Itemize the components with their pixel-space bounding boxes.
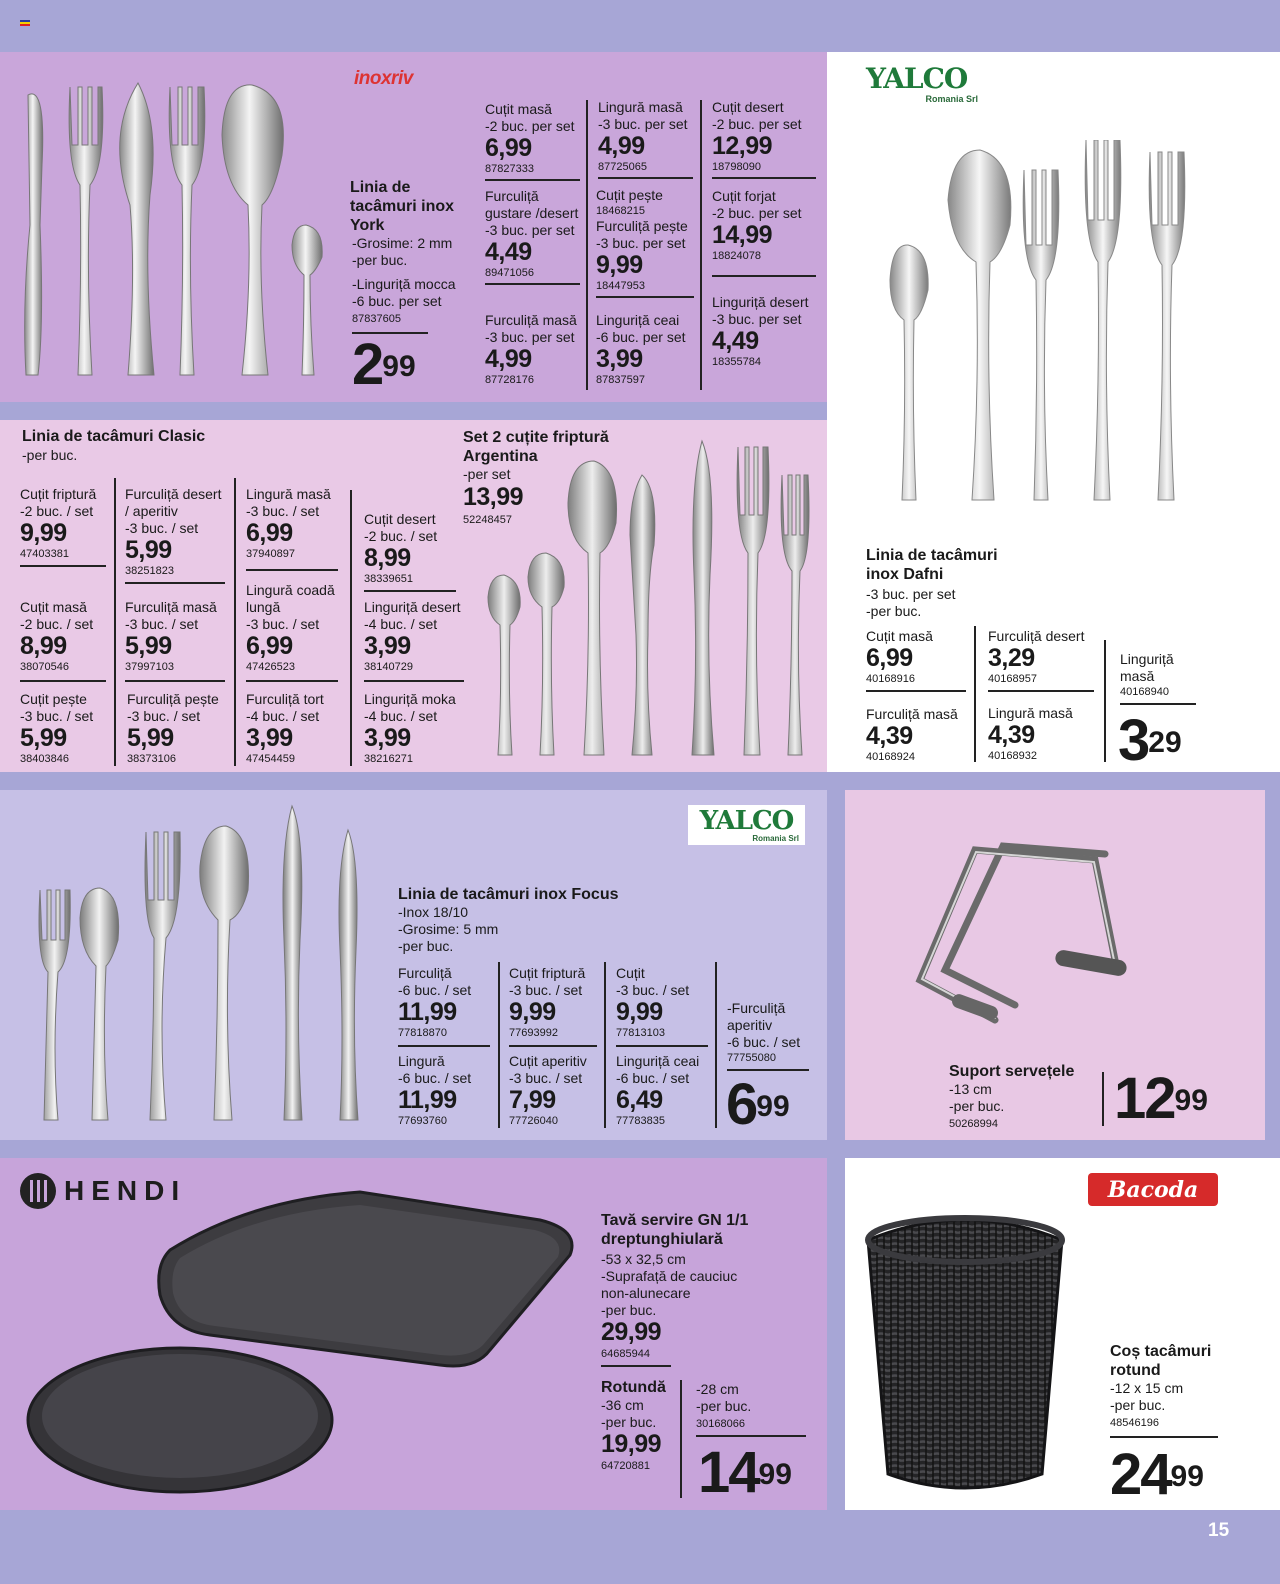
item-code: 38070546: [20, 660, 106, 682]
item-qty: -3 buc. per set: [596, 235, 686, 251]
item-qty: -4 buc. / set: [364, 708, 438, 724]
york-spec: -Grosime: 2 mm: [352, 235, 453, 251]
item-code: 47426523: [246, 660, 338, 682]
tray-round-title: Rotundă: [601, 1379, 666, 1396]
yalco-logo: [866, 64, 986, 104]
item-name: Furculiță gustare /desert: [485, 188, 579, 221]
item-code: 40168940: [1120, 685, 1196, 705]
york-mocca-qty: -6 buc. per set: [352, 293, 442, 309]
tray-price: 29,99: [601, 1318, 662, 1346]
item-price: 3,99: [364, 632, 411, 660]
item-qty: -3 buc. / set: [616, 982, 690, 998]
item-qty: -4 buc. / set: [246, 708, 320, 724]
item-price: 6,99: [485, 134, 532, 162]
item-name: Lingură: [398, 1053, 445, 1069]
clasic-col-line-3: [350, 490, 352, 766]
item-price: 9,99: [596, 251, 643, 279]
item-name: Furculiță pește: [127, 691, 219, 707]
tray-round-code: 64720881: [601, 1460, 650, 1472]
item-code: 77693760: [398, 1115, 447, 1127]
napkin-divider: [1102, 1072, 1104, 1126]
focus-item-lingurita-ceai: [616, 1053, 708, 1128]
york-big-price: $2^{99}$: [352, 332, 416, 397]
inoxriv-logo: inoxriv: [354, 68, 413, 89]
clasic-col-line-2: [234, 478, 236, 766]
argentina-title: Set 2 cuțite friptură Argentina: [463, 429, 609, 465]
item-price: 9,99: [509, 998, 556, 1026]
york-mocca-code: 87837605: [352, 313, 401, 325]
york-item-lingura-masa: [598, 99, 693, 179]
item-name: Cuțit pește: [20, 691, 87, 707]
item-name: Cuțit masă: [20, 599, 87, 615]
item-qty: -3 buc. / set: [125, 616, 199, 632]
dafni-item-furculita-desert: [988, 628, 1094, 692]
clasic-item-furculita-peste: [127, 691, 227, 766]
item-name: Cuțit masă: [485, 101, 552, 117]
clasic-item-lingurita-desert: [364, 599, 464, 682]
item-code: 87827333: [485, 162, 580, 181]
york-item-furculita-masa: [485, 312, 580, 387]
argentina-price: 13,99: [463, 483, 524, 511]
item-price: 9,99: [20, 519, 67, 547]
item-code: 77726040: [509, 1115, 558, 1127]
napkin-title: Suport servețele: [949, 1063, 1075, 1080]
item-name: Furculiță masă: [485, 312, 577, 328]
item-price: 8,99: [364, 544, 411, 572]
tray-divider: [680, 1380, 682, 1498]
item-name: Linguriță moka: [364, 691, 456, 707]
bacoda-logo: [1088, 1173, 1218, 1206]
focus-item-cutit-friptura: [509, 965, 597, 1047]
item-name: Furculiță desert: [988, 628, 1085, 644]
item-code: 77783835: [616, 1115, 665, 1127]
item-code: 40168957: [988, 672, 1094, 692]
item-qty: -6 buc. / set: [616, 1070, 690, 1086]
item-code: 87725065: [598, 160, 693, 179]
clasic-unit: -per buc.: [22, 447, 78, 463]
tray-unit: -per buc.: [601, 1302, 657, 1318]
dafni-item-cutit-masa: [866, 628, 966, 692]
tray-size: -53 x 32,5 cm: [601, 1251, 686, 1267]
york-item-cutit-desert: [712, 99, 816, 179]
item-name: Cuțit desert: [712, 99, 784, 115]
york-item-lingurita-ceai: [596, 312, 694, 387]
clasic-item-cutit-masa: [20, 599, 106, 682]
yalco-logo-text: YALCO: [866, 62, 968, 95]
basket-unit: -per buc.: [1110, 1397, 1166, 1413]
item-name: Linguriță ceai: [616, 1053, 700, 1069]
item-price: 4,39: [866, 722, 913, 750]
dafni-cutlery-illustration: [868, 140, 1208, 510]
item-qty: -3 buc. per set: [712, 311, 802, 327]
item-qty: -6 buc. per set: [596, 329, 686, 345]
york-item-cutit-peste: [596, 187, 694, 298]
item-code: 47454459: [246, 753, 295, 765]
item-code: 38140729: [364, 660, 464, 682]
tray-small-size: -28 cm: [696, 1381, 739, 1397]
focus-item-cutit-aperitiv: [509, 1053, 597, 1128]
item-qty: -3 buc. per set: [598, 116, 688, 132]
clasic-item-lingurita-moka: [364, 691, 456, 766]
item-code: 18447953: [596, 279, 694, 298]
item-name: Cuțit friptură: [20, 486, 97, 502]
tray-code: 64685944: [601, 1347, 671, 1367]
trays-illustration: [20, 1180, 590, 1500]
york-mocca-label: -Linguriță mocca: [352, 276, 456, 292]
item-code: 38216271: [364, 753, 413, 765]
item-qty: -3 buc. / set: [246, 616, 320, 632]
item-qty: -3 buc. / set: [20, 708, 94, 724]
clasic-item-furculita-masa: [125, 599, 225, 682]
focus-item-furculita: [398, 965, 490, 1047]
item-qty: -3 buc. per set: [485, 329, 575, 345]
item-price: 4,99: [598, 132, 645, 160]
item-code: 38403846: [20, 753, 69, 765]
napkin-unit: -per buc.: [949, 1098, 1005, 1114]
item-name: Cuțit pește: [596, 187, 663, 203]
argentina-code: 52248457: [463, 514, 512, 526]
dafni-unit: -per buc.: [866, 603, 922, 619]
tray-round-size: -36 cm: [601, 1397, 644, 1413]
focus-cutlery-illustration: [18, 800, 368, 1130]
item-name: Lingură masă: [988, 705, 1073, 721]
page-number: 15: [1208, 1520, 1230, 1541]
item-name: Cuțit forjat: [712, 188, 776, 204]
focus-col-line-2: [604, 962, 606, 1128]
yalco-logo-sub: Romania Srl: [752, 833, 799, 843]
clasic-cutlery-illustration: [470, 435, 820, 765]
focus-spec2: -Grosime: 5 mm: [398, 921, 499, 937]
basket-title: Coș tacâmuri rotund: [1110, 1343, 1212, 1379]
item-price: 4,49: [485, 238, 532, 266]
item-qty: -2 buc. per set: [485, 118, 575, 134]
focus-item-cutit: [616, 965, 708, 1047]
item-qty: -3 buc. / set: [125, 520, 199, 536]
napkin-holder-illustration: [905, 830, 1145, 1030]
flag-icon: [20, 20, 30, 26]
item-name: Furculiță tort: [246, 691, 324, 707]
item-qty: -4 buc. / set: [364, 616, 438, 632]
tray-surface: -Suprafață de cauciuc non-alunecare: [601, 1268, 738, 1301]
clasic-item-cutit-friptura: [20, 486, 106, 567]
item-qty: -2 buc. per set: [712, 116, 802, 132]
item-qty: -3 buc. / set: [127, 708, 201, 724]
item-code: 77755080: [727, 1051, 809, 1071]
item-qty: -3 buc. / set: [509, 1070, 583, 1086]
item-code: 40168924: [866, 751, 915, 763]
focus-spec1: -Inox 18/10: [398, 904, 469, 920]
item-code: 77818870: [398, 1026, 490, 1047]
item-price: 3,99: [596, 345, 643, 373]
item-code: 47403381: [20, 547, 106, 567]
york-item-lingurita-desert: [712, 294, 816, 369]
item-qty: -6 buc. / set: [398, 982, 472, 998]
item-code: 18798090: [712, 160, 816, 179]
item-price: 5,99: [127, 724, 174, 752]
item-price: 5,99: [20, 724, 67, 752]
york-item-furculita-gustare: [485, 188, 580, 285]
item-price: 4,99: [485, 345, 532, 373]
tray-big-price: $14^{99}$: [698, 1440, 792, 1505]
focus-item-lingura: [398, 1053, 490, 1128]
york-item-cutit-forjat: [712, 188, 816, 277]
item-price: 4,39: [988, 721, 1035, 749]
york-title: Linia de tacâmuri inox York: [350, 179, 455, 234]
item-name: Linguriță desert: [712, 294, 809, 310]
item-qty: -6 buc. / set: [398, 1070, 472, 1086]
item-code: 77813103: [616, 1026, 708, 1047]
item-price: 12,99: [712, 132, 773, 160]
item-qty: -2 buc. per set: [712, 205, 802, 221]
tray-round-price: 19,99: [601, 1430, 662, 1458]
clasic-item-furculita-desert: [125, 486, 225, 584]
item-price: 3,29: [988, 644, 1035, 672]
item-code: 18468215: [596, 205, 645, 217]
item-code: 38373106: [127, 753, 176, 765]
focus-col-line-3: [715, 962, 717, 1128]
yalco-logo-focus: [688, 805, 805, 845]
item-code: 89471056: [485, 266, 580, 285]
tray-title: Tavă servire GN 1/1 dreptunghiulară: [601, 1212, 749, 1248]
item-price: 11,99: [398, 998, 457, 1026]
item-qty: -2 buc. / set: [364, 528, 438, 544]
item-code: 18824078: [712, 249, 816, 277]
item-name: Furculiță pește: [596, 218, 688, 234]
item-code: 87837597: [596, 374, 645, 386]
basket-big-price: $24^{99}$: [1110, 1442, 1204, 1507]
item-code: 38339651: [364, 572, 456, 592]
focus-col-line-1: [498, 962, 500, 1128]
item-price: 3,99: [364, 724, 411, 752]
york-cutlery-illustration: [10, 75, 330, 385]
item-price: 14,99: [712, 221, 773, 249]
napkin-code: 50268994: [949, 1118, 998, 1130]
item-qty: -3 buc. / set: [246, 503, 320, 519]
clasic-title: Linia de tacâmuri Clasic: [22, 428, 206, 445]
item-code: 40168916: [866, 672, 966, 692]
item-code: 37940897: [246, 547, 338, 571]
basket-code: 48546196: [1110, 1416, 1218, 1438]
item-name: Furculiță masă: [125, 599, 217, 615]
item-name: Furculiță: [398, 965, 452, 981]
clasic-item-lingura-coada-lunga: [246, 582, 338, 682]
item-name: Furculiță desert / aperitiv: [125, 486, 222, 519]
item-price: 6,99: [866, 644, 913, 672]
york-unit: -per buc.: [352, 252, 408, 268]
napkin-big-price: $12^{99}$: [1114, 1066, 1208, 1131]
clasic-item-cutit-peste: [20, 691, 106, 766]
item-price: 3,99: [246, 724, 293, 752]
item-name: Lingură masă: [598, 99, 683, 115]
hendi-logo-text: HENDI: [64, 1175, 187, 1206]
focus-big-price: $6^{99}$: [726, 1072, 790, 1137]
dafni-col-line-2: [1104, 640, 1106, 762]
item-qty: -6 buc. / set: [727, 1034, 801, 1050]
dafni-item-lingurita-masa: [1120, 651, 1196, 705]
dafni-item-lingura-masa: [988, 705, 1094, 763]
york-col-line-2: [700, 100, 702, 390]
item-qty: -3 buc. / set: [509, 982, 583, 998]
york-col-line-1: [586, 100, 588, 390]
focus-unit: -per buc.: [398, 938, 454, 954]
york-item-cutit-masa: [485, 101, 580, 181]
dafni-title: Linia de tacâmuri inox Dafni: [866, 547, 998, 583]
item-name: Lingură coadă lungă: [246, 582, 335, 615]
item-name: Cuțit aperitiv: [509, 1053, 587, 1069]
item-code: 18355784: [712, 356, 761, 368]
item-price: 5,99: [125, 536, 172, 564]
item-name: Linguriță desert: [364, 599, 461, 615]
clasic-item-cutit-desert: [364, 511, 456, 592]
dafni-col-line-1: [974, 626, 976, 762]
item-price: 5,99: [125, 632, 172, 660]
item-name: Cuțit desert: [364, 511, 436, 527]
item-name: Lingură masă: [246, 486, 331, 502]
argentina-unit: -per set: [463, 466, 511, 482]
item-price: 6,49: [616, 1086, 663, 1114]
item-qty: -2 buc. / set: [20, 616, 94, 632]
item-price: 4,49: [712, 327, 759, 355]
bacoda-logo-text: Bacoda: [1107, 1176, 1199, 1203]
yalco-logo-sub: Romania Srl: [925, 94, 978, 104]
item-code: 37997103: [125, 660, 225, 682]
dafni-item-furculita-masa: [866, 706, 966, 764]
item-code: 77693992: [509, 1026, 597, 1047]
clasic-item-furculita-tort: [246, 691, 338, 766]
item-code: 40168932: [988, 750, 1037, 762]
tray-small-code: 30168066: [696, 1417, 806, 1437]
basket-size: -12 x 15 cm: [1110, 1380, 1184, 1396]
focus-title: Linia de tacâmuri inox Focus: [398, 886, 619, 903]
item-price: 8,99: [20, 632, 67, 660]
item-price: 11,99: [398, 1086, 457, 1114]
yalco-logo-text: YALCO: [699, 805, 794, 836]
item-name: Cuțit: [616, 965, 645, 981]
clasic-col-line-1: [114, 478, 116, 766]
item-price: 9,99: [616, 998, 663, 1026]
item-name: Linguriță ceai: [596, 312, 680, 328]
item-price: 6,99: [246, 519, 293, 547]
item-qty: -2 buc. / set: [20, 503, 94, 519]
napkin-size: -13 cm: [949, 1081, 992, 1097]
item-name: Linguriță masă: [1120, 651, 1174, 684]
dafni-qty: -3 buc. per set: [866, 586, 956, 602]
item-name: Furculiță masă: [866, 706, 958, 722]
dafni-big-price: $3^{29}$: [1118, 708, 1182, 773]
item-name: Cuțit masă: [866, 628, 933, 644]
item-name: Cuțit friptură: [509, 965, 586, 981]
basket-illustration: [860, 1212, 1070, 1497]
item-qty: -3 buc. per set: [485, 222, 575, 238]
focus-item-furculita-aperitiv: [727, 1000, 809, 1071]
tray-small-unit: -per buc.: [696, 1398, 752, 1414]
item-code: 38251823: [125, 564, 225, 584]
item-price: 7,99: [509, 1086, 556, 1114]
clasic-item-lingura-masa: [246, 486, 338, 571]
item-code: 87728176: [485, 374, 534, 386]
item-name: -Furculiță aperitiv: [727, 1000, 786, 1033]
item-price: 6,99: [246, 632, 293, 660]
tray-round-unit: -per buc.: [601, 1414, 657, 1430]
